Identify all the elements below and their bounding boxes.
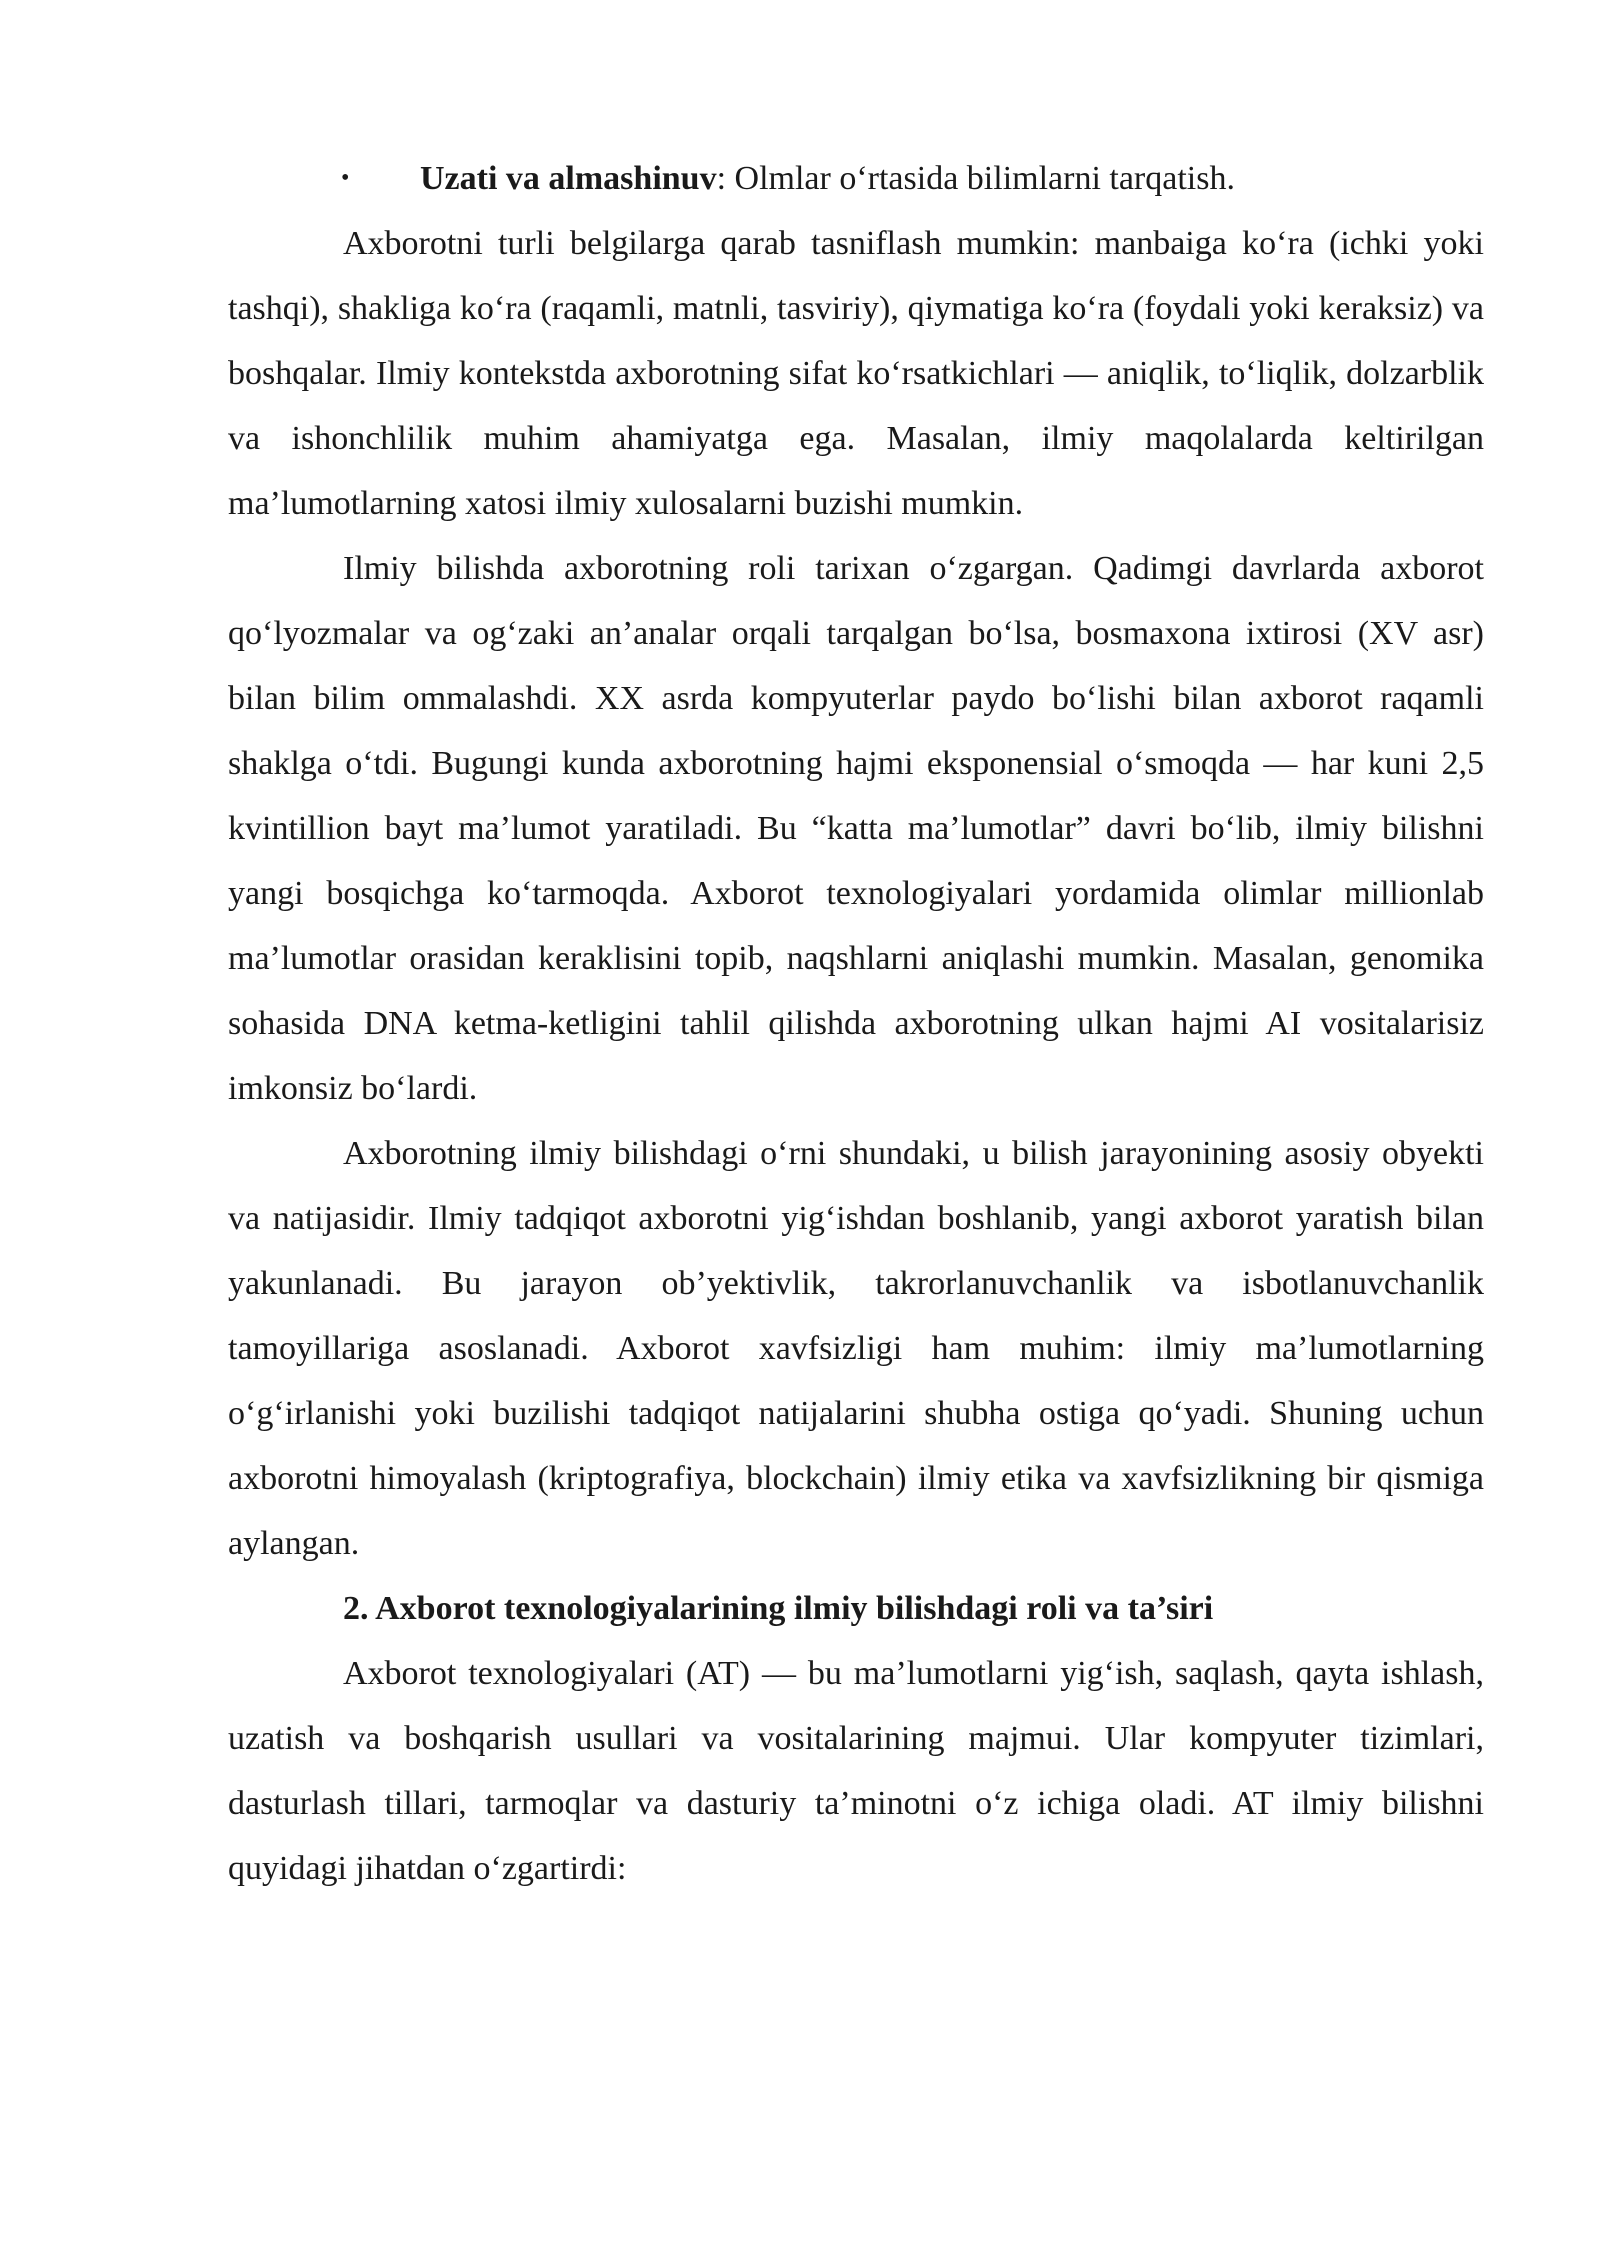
bullet-list-item bbox=[228, 146, 1484, 211]
paragraph-information-classification: Axborotni turli belgilarga qarab tasniflash mumkin: manbaiga ko‘ra (ichki yoki tashqi), shakliga ko‘ra (raqamli, matnli, tasviriy), qiymatiga ko‘ra (foydali yoki keraksiz) va boshqalar. Ilmiy kontekstda axborotning sifat ko‘rsatkichlari — aniqlik, to‘liqlik, dolzarblik va ishonchlilik muhim ahamiyatga ega. Masalan, ilmiy maqolalarda keltirilgan ma’lumotlarning xatosi ilmiy xulosalarni buzishi mumkin. bbox=[228, 225, 1484, 522]
bullet-marker: • bbox=[341, 165, 350, 191]
section-heading: 2. Axborot texnologiyalarining ilmiy bilishdagi roli va ta’siri bbox=[343, 1590, 1214, 1627]
document-body bbox=[228, 146, 1484, 1901]
paragraph-information-role: Axborotning ilmiy bilishdagi o‘rni shundaki, u bilish jarayonining asosiy obyekti va natijasidir. Ilmiy tadqiqot axborotni yig‘ishdan boshlanib, yangi axborot yaratish bilan yakunlanadi. Bu jarayon ob’yektivlik, takrorlanuvchanlik va isbotlanuvchanlik tamoyillariga asoslanadi. Axborot xavfsizligi ham muhim: ilmiy ma’lumotlarning o‘g‘irlanishi yoki buzilishi tadqiqot natijalarini shubha ostiga qo‘yadi. Shuning uchun axborotni himoyalash (kriptografiya, blockchain) ilmiy etika va xavfsizlikning bir qismiga aylangan. bbox=[228, 1135, 1484, 1562]
bullet-bold-term: Uzati va almashinuv bbox=[420, 160, 717, 197]
bullet-text: : Olmlar o‘rtasida bilimlarni tarqatish. bbox=[716, 160, 1235, 197]
paragraph-information-history: Ilmiy bilishda axborotning roli tarixan o‘zgargan. Qadimgi davrlarda axborot qo‘lyozmalar va og‘zaki an’analar orqali tarqalgan bo‘lsa, bosmaxona ixtirosi (XV asr) bilan bilim ommalashdi. XX asrda kompyuterlar paydo bo‘lishi bilan axborot raqamli shaklga o‘tdi. Bugungi kunda axborotning hajmi eksponensial o‘smoqda — har kuni 2,5 kvintillion bayt ma’lumot yaratiladi. Bu “katta ma’lumotlar” davri bo‘lib, ilmiy bilishni yangi bosqichga ko‘tarmoqda. Axborot texnologiyalari yordamida olimlar millionlab ma’lumotlar orasidan keraklisini topib, naqshlarni aniqlashi mumkin. Masalan, genomika sohasida DNA ketma-ketligini tahlil qilishda axborotning ulkan hajmi AI vositalarisiz imkonsiz bo‘lardi. bbox=[228, 550, 1484, 1107]
paragraph-it-definition: Axborot texnologiyalari (AT) — bu ma’lumotlarni yig‘ish, saqlash, qayta ishlash, uzatish va boshqarish usullari va vositalarining majmui. Ular kompyuter tizimlari, dasturlash tillari, tarmoqlar va dasturiy ta’minotni o‘z ichiga oladi. AT ilmiy bilishni quyidagi jihatdan o‘zgartirdi: bbox=[228, 1655, 1484, 1887]
